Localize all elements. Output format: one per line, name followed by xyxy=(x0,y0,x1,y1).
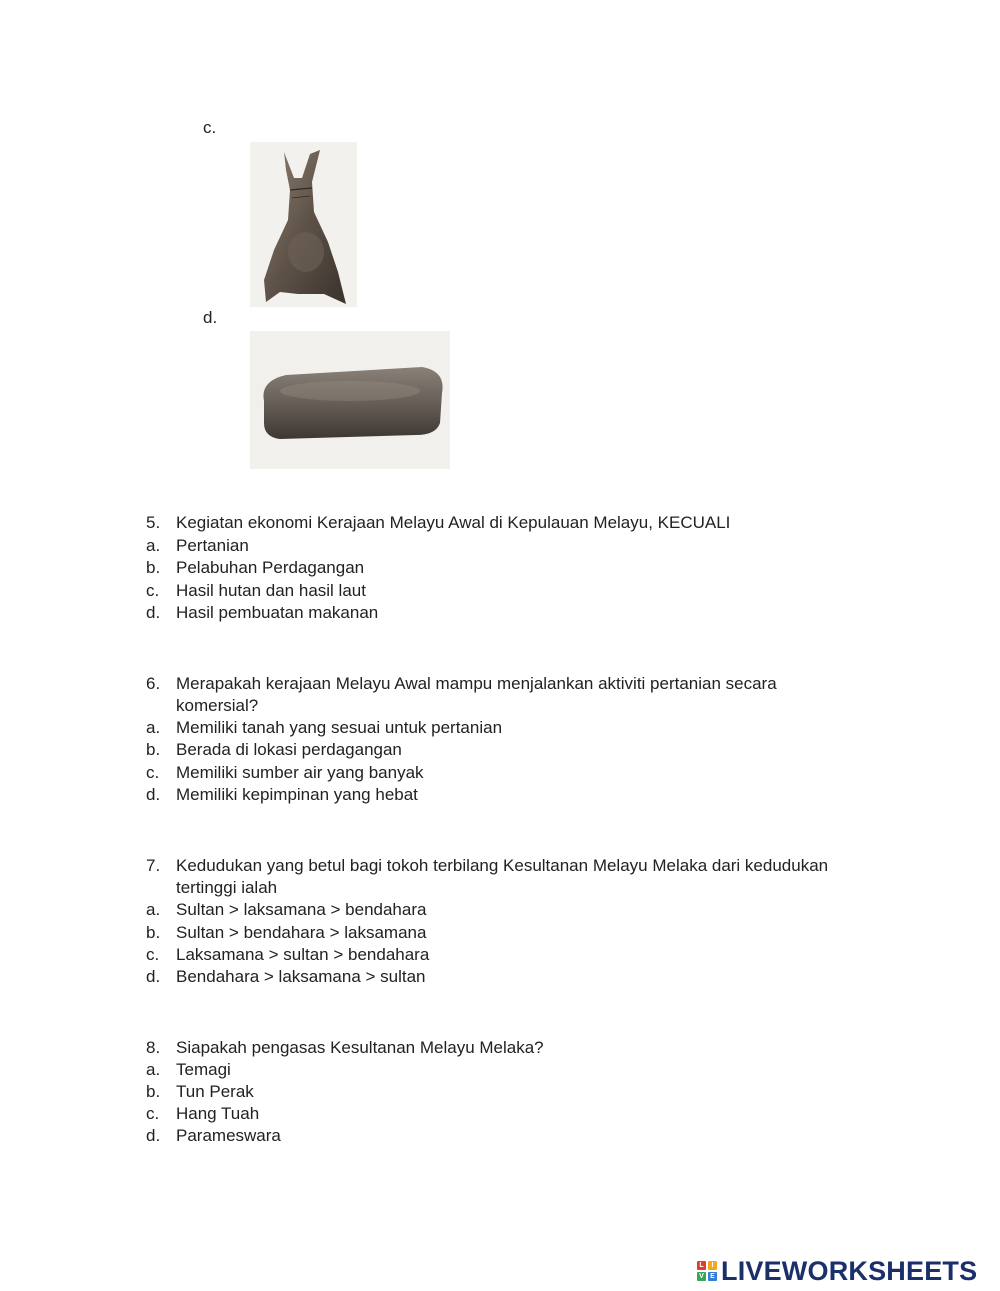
question-5-number: 5. xyxy=(146,513,161,532)
stone-adze-icon xyxy=(250,331,450,469)
question-6-text-line-1: Merapakah kerajaan Melayu Awal mampu menjalankan aktiviti pertanian secara xyxy=(176,674,777,693)
question-7-text-line-2: tertinggi ialah xyxy=(176,878,278,897)
q7-option-a[interactable]: Sultan > laksamana > bendahara xyxy=(176,900,427,919)
q6-option-a-letter: a. xyxy=(146,718,161,737)
q6-option-c[interactable]: Memiliki sumber air yang banyak xyxy=(176,763,424,782)
q6-option-d[interactable]: Memiliki kepimpinan yang hebat xyxy=(176,785,418,804)
q7-option-b[interactable]: Sultan > bendahara > laksamana xyxy=(176,923,427,942)
liveworksheets-logo[interactable] xyxy=(697,1256,977,1286)
q5-option-c-letter: c. xyxy=(146,581,160,600)
logo-blocks-icon xyxy=(697,1261,717,1281)
q8-option-c[interactable]: Hang Tuah xyxy=(176,1104,260,1123)
question-8-number: 8. xyxy=(146,1038,161,1057)
q5-option-d[interactable]: Hasil pembuatan makanan xyxy=(176,603,379,622)
q8-option-b-letter: b. xyxy=(146,1082,161,1101)
q6-option-b-letter: b. xyxy=(146,740,161,759)
bronze-axe-icon xyxy=(250,142,357,307)
q8-option-a[interactable]: Temagi xyxy=(176,1060,231,1079)
q7-option-b-letter: b. xyxy=(146,923,161,942)
logo-block-e: E xyxy=(708,1272,717,1281)
q8-option-d[interactable]: Parameswara xyxy=(176,1126,281,1145)
image-option-d-label: d. xyxy=(203,308,218,327)
q5-option-b[interactable]: Pelabuhan Perdagangan xyxy=(176,558,365,577)
q5-option-c[interactable]: Hasil hutan dan hasil laut xyxy=(176,581,366,600)
logo-block-l: L xyxy=(697,1261,706,1270)
question-5-text: Kegiatan ekonomi Kerajaan Melayu Awal di Kepulauan Melayu, KECUALI xyxy=(176,513,731,532)
stone-adze-image xyxy=(250,331,450,469)
q8-option-d-letter: d. xyxy=(146,1126,161,1145)
logo-block-v: V xyxy=(697,1272,706,1281)
q5-option-d-letter: d. xyxy=(146,603,161,622)
question-7-text-line-1: Kedudukan yang betul bagi tokoh terbilang Kesultanan Melayu Melaka dari kedudukan xyxy=(176,856,829,875)
q7-option-c[interactable]: Laksamana > sultan > bendahara xyxy=(176,945,430,964)
q5-option-a-letter: a. xyxy=(146,536,161,555)
question-7-number: 7. xyxy=(146,856,161,875)
q6-option-d-letter: d. xyxy=(146,785,161,804)
question-6-number: 6. xyxy=(146,674,161,693)
q8-option-c-letter: c. xyxy=(146,1104,160,1123)
q7-option-d[interactable]: Bendahara > laksamana > sultan xyxy=(176,967,426,986)
logo-block-i: I xyxy=(708,1261,717,1270)
q7-option-a-letter: a. xyxy=(146,900,161,919)
q5-option-a[interactable]: Pertanian xyxy=(176,536,249,555)
q8-option-a-letter: a. xyxy=(146,1060,161,1079)
logo-text: LIVEWORKSHEETS xyxy=(721,1255,978,1286)
image-option-c-label: c. xyxy=(203,118,217,137)
q5-option-b-letter: b. xyxy=(146,558,161,577)
question-8-text: Siapakah pengasas Kesultanan Melayu Melaka? xyxy=(176,1038,544,1057)
question-6-text-line-2: komersial? xyxy=(176,696,259,715)
q6-option-c-letter: c. xyxy=(146,763,160,782)
q6-option-a[interactable]: Memiliki tanah yang sesuai untuk pertanian xyxy=(176,718,503,737)
bronze-axe-image xyxy=(250,142,357,307)
q7-option-c-letter: c. xyxy=(146,945,160,964)
q7-option-d-letter: d. xyxy=(146,967,161,986)
q8-option-b[interactable]: Tun Perak xyxy=(176,1082,254,1101)
q6-option-b[interactable]: Berada di lokasi perdagangan xyxy=(176,740,402,759)
